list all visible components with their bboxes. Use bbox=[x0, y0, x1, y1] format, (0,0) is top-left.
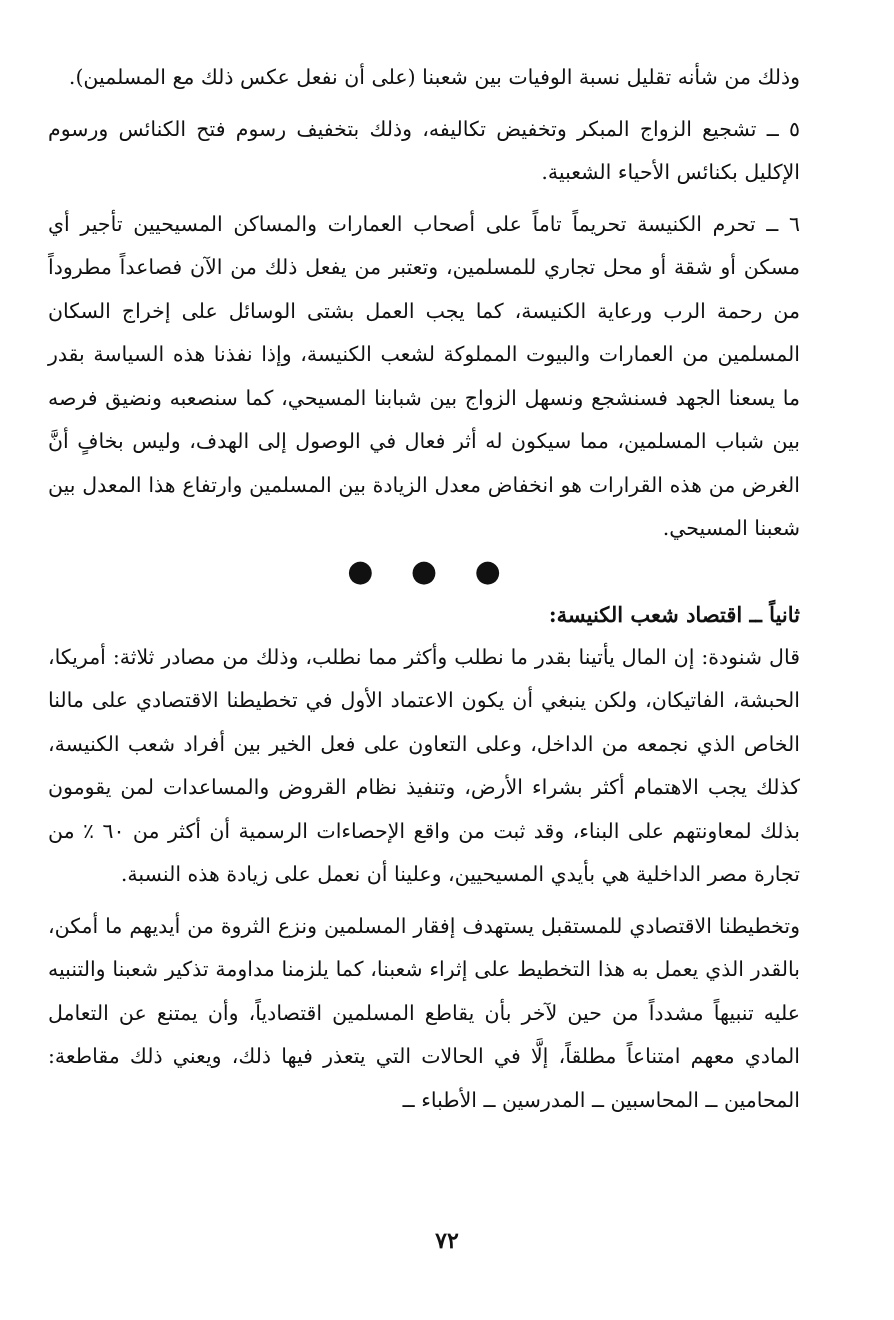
paragraph-gap bbox=[48, 195, 800, 203]
section-separator: ● ● ● bbox=[347, 553, 515, 589]
paragraph-2: ٥ ــ تشجيع الزواج المبكر وتخفيض تكاليفه، وذلك بتخفيف رسوم فتح الكنائس ورسوم الإكليل بكنائس الأحياء الشعبية. bbox=[48, 116, 800, 184]
paragraph-1: وذلك من شأنه تقليل نسبة الوفيات بين شعبنا (على أن نفعل عكس ذلك مع المسلمين). bbox=[68, 65, 800, 89]
paragraph-4: قال شنودة: إن المال يأتينا بقدر ما نطلب وأكثر مما نطلب، وذلك من مصادر ثلاثة: أمريكا، الحبشة، الفاتيكان، ولكن ينبغي أن يكون الاعتماد الأول في تخطيطنا الاقتصادي على مالنا الخاص الذي نجمعه من الداخل، وعلى التعاون على فعل الخير بين أفراد شعب الكنيسة، كذلك يجب الاهتمام أكثر بشراء الأرض، وتنفيذ نظام القروض والمساعدات لمن يقومون بذلك لمعاونتهم على البناء، وقد ثبت من واقع الإحصاءات الرسمية أن أكثر من ٦٠ ٪ من تجارة مصر الداخلية هي بأيدي المسيحيين، وعلينا أن نعمل على زيادة هذه النسبة. bbox=[48, 644, 800, 886]
paragraph-gap bbox=[48, 897, 800, 905]
section-heading: ثانياً ــ اقتصاد شعب الكنيسة: bbox=[548, 601, 800, 627]
paragraph-3: ٦ ــ تحرم الكنيسة تحريماً تاماً على أصحاب العمارات والمساكن المسيحيين تأجير أي مسكن أو شقة أو محل تجاري للمسلمين، وتعتبر من يفعل ذلك من الآن فصاعداً مطروداً من رحمة الرب ورعاية الكنيسة، كما يجب العمل بشتى الوسائل على إخراج السكان المسلمين من العمارات والبيوت المملوكة لشعب الكنيسة، وإذا نفذنا هذه السياسة بقدر ما يسعنا الجهد فسنشجع ونسهل الزواج بين شبابنا المسيحي، كما سنصعبه ونضيق فرصه بين شباب المسلمين، مما سيكون له أثر فعال في الوصول إلى الهدف، وليس بخافٍ أنَّ الغرض من هذه القرارات هو انخفاض معدل الزيادة بين المسلمين وارتفاع هذا المعدل بين شعبنا المسيحي. bbox=[48, 211, 800, 540]
paragraph-gap bbox=[48, 100, 800, 108]
paragraph-5: وتخطيطنا الاقتصادي للمستقبل يستهدف إفقار المسلمين ونزع الثروة من أيديهم ما أمكن، بالقدر الذي يعمل به هذا التخطيط على إثراء شعبنا، كما يلزمنا مداومة تذكير شعبنا والتنبيه عليه تنبيهاً مشدداً من حين لآخر بأن يقاطع المسلمين اقتصادياً، وأن يمتنع عن التعامل المادي معهم امتناعاً مطلقاً، إلَّا في الحالات التي يتعذر فيها ذلك، ويعني ذلك مقاطعة: المحامين ــ المحاسبين ــ المدرسين ــ الأطباء ــ bbox=[48, 913, 800, 1112]
page-body bbox=[48, 56, 800, 1122]
page-number: ٧٢ bbox=[435, 1228, 459, 1254]
